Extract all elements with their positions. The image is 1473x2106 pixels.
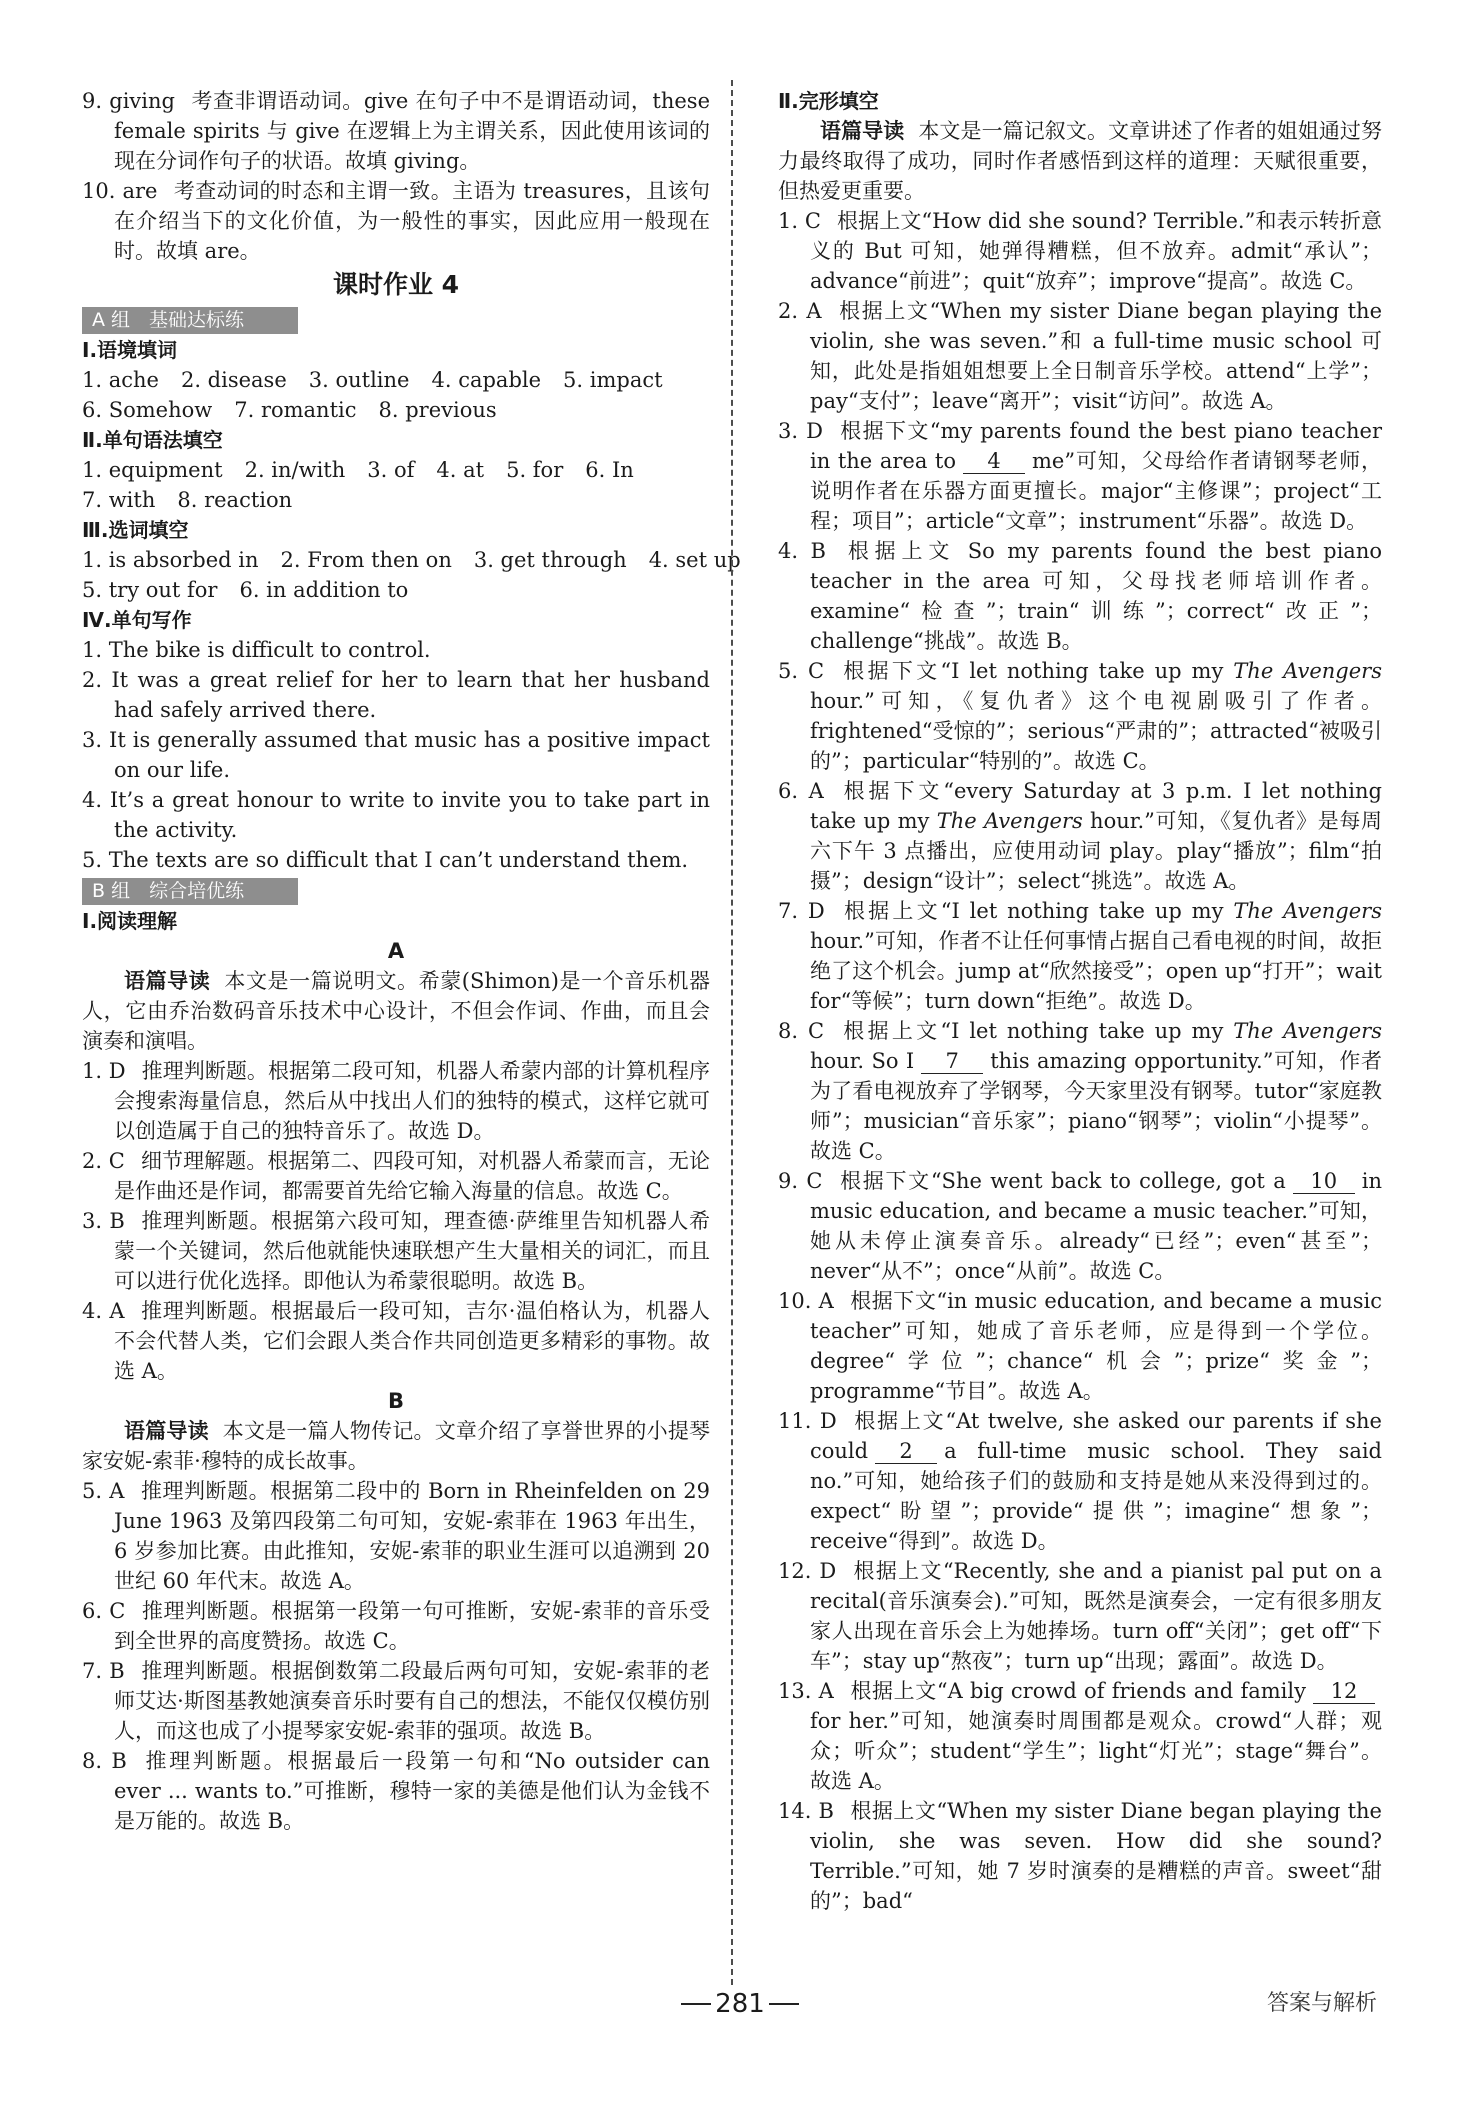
answer-entry: 8. previous <box>378 398 497 422</box>
cloze-item-5 <box>778 656 1382 776</box>
answer-text: 根据上文“When my sister Diane began playing the violin, she was seven. How did she sound? Terrible.”可知，她 7 岁时演奏的是糟糕的声音。sweet“甜的”；bad“ <box>810 1799 1382 1913</box>
italic-title: The Avengers <box>1233 1019 1382 1043</box>
group-b-bar <box>82 875 710 906</box>
answer-label: 14. B <box>778 1799 834 1823</box>
column-divider <box>731 80 733 1985</box>
cloze-item-12 <box>778 1556 1382 1676</box>
passage-a-letter: A <box>387 939 405 963</box>
blank-number: 10 <box>1293 1169 1355 1194</box>
intro-tag: 语篇导读 <box>820 119 905 143</box>
footer-section-label: 答案与解析 <box>1266 1991 1377 2016</box>
answer-text: 根据上文“I let nothing take up my <box>840 1019 1224 1043</box>
answer-text: 推理判断题。根据最后一段可知，吉尔·温伯格认为，机器人不会代替人类，它们会跟人类合作共同创造更多精彩的事物。故选 A。 <box>114 1299 710 1383</box>
answer-entry: 1. ache <box>82 368 159 392</box>
answer-text: 考查非谓语动词。give 在句子中不是谓语动词，these female spirits 与 give 在逻辑上为主谓关系，因此使用该词的现在分词作句子的状语。故填 giving。 <box>114 89 710 173</box>
italic-title: The Avengers <box>1233 899 1382 923</box>
answer-item-8 <box>82 1746 710 1836</box>
answer-entry: 3. of <box>367 458 415 482</box>
cloze-item-8 <box>778 1016 1382 1166</box>
answer-text: 根据上文“How did she sound? Terrible.”和表示转折意义的 But 可知，她弹得糟糕，但不放弃。admit“承认”；advance“前进”；quit“放弃”；improve“提高”。故选 C。 <box>810 209 1382 293</box>
answer-text: 根据下文“every Saturday at 3 p.m. I let nothing take up my <box>810 779 1382 833</box>
answer-text: 推理判断题。根据最后一段第一句和“No outsider can ever ... wants to.”可推断，穆特一家的美德是他们认为金钱不是万能的。故选 B。 <box>114 1749 710 1833</box>
answer-item-7 <box>82 1656 710 1746</box>
answer-label: 8. B <box>82 1749 127 1773</box>
intro-text: 本文是一篇说明文。希蒙(Shimon)是一个音乐机器人，它由乔治数码音乐技术中心设计，不但会作词、作曲，而且会演奏和演唱。 <box>82 969 711 1053</box>
intro-tag: 语篇导读 <box>124 1419 209 1443</box>
answer-entry: 6. In <box>585 458 634 482</box>
answer-text: 细节理解题。根据第二、四段可知，对机器人希蒙而言，无论是作曲还是作词，都需要首先给它输入海量的信息。故选 C。 <box>114 1149 710 1203</box>
answer-item-3 <box>82 1206 710 1296</box>
answer-entry: 4. capable <box>431 368 542 392</box>
answer-item-2 <box>82 1146 710 1206</box>
answer-text: 根据下文“my parents found the best piano teacher in the area to <box>810 419 1382 473</box>
answer-label: 6. A <box>778 779 824 803</box>
answer-item-6 <box>82 1596 710 1656</box>
answer-label: 2. A <box>778 299 822 323</box>
answer-entry: 8. reaction <box>177 488 293 512</box>
answer-text: 推理判断题。根据第一段第一句可推断，安妮-索菲的音乐受到全世界的高度赞扬。故选 C。 <box>114 1599 711 1653</box>
cloze-item-13 <box>778 1676 1382 1796</box>
cloze-item-10 <box>778 1286 1382 1406</box>
answer-entry: 2. From then on <box>280 548 452 572</box>
answer-text: hour.”可知，作者不让任何事情占据自己看电视的时间，故拒绝了这个机会。jump at“欣然接受”；open up“打开”；wait for“等候”；turn down“拒绝”。故选 D。 <box>810 929 1382 1013</box>
blank-number: 4 <box>963 449 1025 474</box>
cloze-item-11 <box>778 1406 1382 1556</box>
answer-text: 根据上文“Recently, she and a pianist pal put on a recital(音乐演奏会).”可知，既然是演奏会，一定有很多朋友家人出现在音乐会上为她捧场。turn off“关闭”；get off“下车”；stay up“熬夜”；turn up“出现；露面”。故选 D。 <box>810 1559 1382 1673</box>
blank-number: 12 <box>1313 1679 1375 1704</box>
italic-title: The Avengers <box>936 809 1083 833</box>
answer-item-10 <box>82 176 710 266</box>
answer-text: in music education, and became a music teacher.”可知，她从未停止演奏音乐。already“已经”；even“甚至”；never“从不”；once“从前”。故选 C。 <box>810 1169 1382 1283</box>
answer-text: hour.”可知，《复仇者》这个电视剧吸引了作者。frightened“受惊的”；serious“严肃的”；attracted“被吸引的”；particular“特别的”。故选 C。 <box>810 689 1382 773</box>
section-1-line-1 <box>82 365 710 395</box>
group-b-label: B 组 综合培优练 <box>82 878 298 905</box>
answer-label: 4. A <box>82 1299 125 1323</box>
answer-entry: 3. outline <box>308 368 410 392</box>
section-3-heading: Ⅲ.选词填空 <box>82 518 189 542</box>
answer-text: 考查动词的时态和主谓一致。主语为 treasures，且该句在介绍当下的文化价值，为一般性的事实，因此应用一般现在时。故填 are。 <box>114 179 710 263</box>
answer-text: me”可知，父母给作者请钢琴老师，说明作者在乐器方面更擅长。major“主修课”；project“工程；项目”；article“文章”；instrument“乐器”。故选 D。 <box>810 449 1382 533</box>
answer-text: hour.”可知，《复仇者》是每周六下午 3 点播出，应使用动词 play。play“播放”；film“拍摄”；design“设计”；select“挑选”。故选 A。 <box>810 809 1382 893</box>
answer-entry: 1. is absorbed in <box>82 548 259 572</box>
page-dash-left <box>681 2003 711 2005</box>
answer-label: 5. A <box>82 1479 125 1503</box>
answer-entry: 5. try out for <box>82 578 218 602</box>
answer-label: 9. giving <box>82 89 175 113</box>
answer-label: 2. C <box>82 1149 125 1173</box>
blank-number: 2 <box>875 1439 937 1464</box>
answer-item-5 <box>82 1476 710 1596</box>
answer-entry: 7. romantic <box>234 398 357 422</box>
cloze-intro <box>778 116 1382 206</box>
answer-text: 根据上文 So my parents found the best piano teacher in the area 可知，父母找老师培训作者。examine“检查”；train“训练”；correct“改正”；challenge“挑战”。故选 B。 <box>810 539 1382 653</box>
answer-entry: 6. in addition to <box>239 578 409 602</box>
cloze-item-7 <box>778 896 1382 1016</box>
sentence-item: 1. The bike is difficult to control. <box>82 638 431 662</box>
cloze-item-14 <box>778 1796 1382 1916</box>
answer-entry: 4. at <box>436 458 485 482</box>
answer-text: this amazing opportunity.”可知，作者为了看电视放弃了学钢琴，今天家里没有钢琴。tutor“家庭教师”；musician“音乐家”；piano“钢琴”；violin“小提琴”。故选 C。 <box>810 1049 1382 1163</box>
left-column <box>82 86 741 1979</box>
cloze-item-6 <box>778 776 1382 896</box>
answer-item-9 <box>82 86 710 176</box>
cloze-item-9 <box>778 1166 1382 1286</box>
answer-entry: 5. impact <box>563 368 663 392</box>
answer-label: 12. D <box>778 1559 837 1583</box>
sentence-item: 5. The texts are so difficult that I can’t understand them. <box>82 848 689 872</box>
answer-entry: 5. for <box>506 458 564 482</box>
answer-text: hour. So I <box>810 1049 915 1073</box>
intro-text: 本文是一篇记叙文。文章讲述了作者的姐姐通过努力最终取得了成功，同时作者感悟到这样的道理：天赋很重要，但热爱更重要。 <box>778 119 1383 203</box>
cloze-item-1 <box>778 206 1382 296</box>
answer-label: 13. A <box>778 1679 834 1703</box>
answer-entry: 7. with <box>82 488 156 512</box>
answer-text: 根据下文“I let nothing take up my <box>840 659 1224 683</box>
cloze-item-4 <box>778 536 1382 656</box>
answer-text: for her.”可知，她演奏时周围都是观众。crowd“人群；观众；听众”；student“学生”；light“灯光”；stage“舞台”。故选 A。 <box>810 1709 1382 1793</box>
answer-text: 推理判断题。根据第二段中的 Born in Rheinfelden on 29 June 1963 及第四段第二句可知，安妮-索菲在 1963 年出生，6 岁参加比赛。由此推知，安妮-索菲的职业生涯可以追溯到 20 世纪 60 年代末。故选 A。 <box>114 1479 710 1593</box>
answer-text: 推理判断题。根据第二段可知，机器人希蒙内部的计算机程序会搜索海量信息，然后从中找出人们的独特的模式，这样它就可以创造属于自己的独特音乐了。故选 D。 <box>114 1059 710 1143</box>
page-dash-right <box>769 2003 799 2005</box>
sentence-item: 2. It was a great relief for her to learn that her husband had safely arrived there. <box>82 668 710 722</box>
cloze-item-3 <box>778 416 1382 536</box>
passage-b-intro <box>82 1416 710 1476</box>
answer-entry: 3. get through <box>473 548 627 572</box>
section-4-heading: Ⅳ.单句写作 <box>82 608 192 632</box>
answer-text: 推理判断题。根据倒数第二段最后两句可知，安妮-索菲的老师艾达·斯图基教她演奏音乐时要有自己的想法，不能仅仅模仿别人，而这也成了小提琴家安妮-索菲的强项。故选 B。 <box>114 1659 710 1743</box>
answer-item-4 <box>82 1296 710 1386</box>
sentence-item: 4. It’s a great honour to write to invite you to take part in the activity. <box>82 788 710 842</box>
cloze-item-2 <box>778 296 1382 416</box>
group-a-bar <box>82 304 710 335</box>
section-2-heading: Ⅱ.单句语法填空 <box>82 428 223 452</box>
answer-text: 推理判断题。根据第六段可知，理查德·萨维里告知机器人希蒙一个关键词，然后他就能快速联想产生大量相关的词汇，而且可以进行优化选择。即他认为希蒙很聪明。故选 B。 <box>114 1209 710 1293</box>
answer-label: 9. C <box>778 1169 823 1193</box>
section-1-line-2 <box>82 395 710 425</box>
answer-label: 3. D <box>778 419 823 443</box>
section-1-heading: Ⅰ.语境填词 <box>82 338 178 362</box>
answer-text: 根据上文“I let nothing take up my <box>840 899 1224 923</box>
answer-item-1 <box>82 1056 710 1146</box>
section-3-line-1 <box>82 545 741 575</box>
section-3-line-2 <box>82 575 710 605</box>
answer-label: 1. C <box>778 209 821 233</box>
passage-a-intro <box>82 966 710 1056</box>
answer-label: 1. D <box>82 1059 126 1083</box>
answer-text: 根据下文“in music education, and became a music teacher”可知，她成了音乐老师，应是得到一个学位。degree“学位”；chance“机会”；prize“奖金”；programme“节目”。故选 A。 <box>810 1289 1382 1403</box>
intro-tag: 语篇导读 <box>124 969 211 993</box>
answer-text: 根据上文“When my sister Diane began playing the violin, she was seven.”和 a full-time music school 可知，此处是指姐姐想要上全日制音乐学校。attend“上学”；pay“支付”；leave“离开”；visit“访问”。故选 A。 <box>810 299 1382 413</box>
answer-entry: 2. disease <box>180 368 287 392</box>
answer-label: 5. C <box>778 659 825 683</box>
answer-label: 7. D <box>778 899 825 923</box>
answer-label: 6. C <box>82 1599 126 1623</box>
section-2-line-2 <box>82 485 710 515</box>
section-2-line-1 <box>82 455 710 485</box>
cloze-heading: Ⅱ.完形填空 <box>778 89 879 113</box>
sentence-item: 3. It is generally assumed that music has a positive impact on our life. <box>82 728 710 782</box>
answer-label: 4. B <box>778 539 826 563</box>
answer-entry: 1. equipment <box>82 458 223 482</box>
answer-label: 8. C <box>778 1019 825 1043</box>
reading-heading: Ⅰ.阅读理解 <box>82 909 178 933</box>
intro-text: 本文是一篇人物传记。文章介绍了享誉世界的小提琴家安妮-索菲·穆特的成长故事。 <box>82 1419 711 1473</box>
group-a-label: A 组 基础达标练 <box>82 307 298 334</box>
answer-label: 10. are <box>82 179 158 203</box>
right-column <box>778 86 1382 1979</box>
lesson-title: 课时作业 4 <box>332 270 460 299</box>
page-number <box>640 1984 840 2024</box>
answer-label: 11. D <box>778 1409 837 1433</box>
answer-text: 根据上文“At twelve, she asked our parents if she could <box>810 1409 1382 1463</box>
passage-b-letter: B <box>387 1389 404 1413</box>
page-number-text: 281 <box>715 1989 765 2019</box>
answer-entry: 4. set up <box>648 548 741 572</box>
answer-entry: 2. in/with <box>244 458 346 482</box>
blank-number: 7 <box>921 1049 983 1074</box>
answer-text: 根据下文“She went back to college, got a <box>838 1169 1286 1193</box>
answer-label: 3. B <box>82 1209 125 1233</box>
answer-text: a full-time music school. They said no.”可知，她给孩子们的鼓励和支持是她从来没得到过的。expect“盼望”；provide“提供”；imagine“想象”；receive“得到”。故选 D。 <box>810 1439 1382 1553</box>
answer-label: 10. A <box>778 1289 834 1313</box>
answer-label: 7. B <box>82 1659 125 1683</box>
answer-entry: 6. Somehow <box>82 398 213 422</box>
italic-title: The Avengers <box>1233 659 1382 683</box>
answer-text: 根据上文“A big crowd of friends and family <box>849 1679 1306 1703</box>
